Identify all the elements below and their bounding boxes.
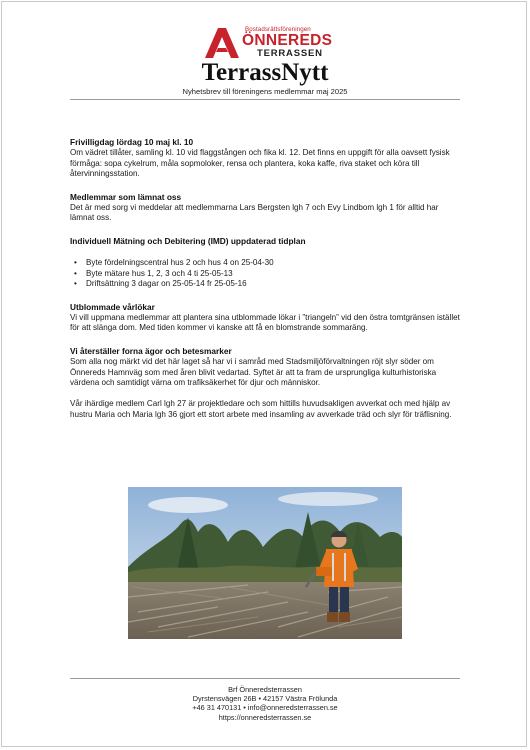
article-paragraph: Det är med sorg vi meddelar att medlemmarna Lars Bergsten lgh 7 och Evy Lindbom lgh 1 för alltid har lämnat oss.: [70, 202, 439, 223]
logo-name: ÖNNEREDS: [242, 32, 333, 49]
footer-org: Brf Önneredsterrassen: [228, 685, 302, 694]
article-heading: Individuell Mätning och Debitering (IMD) uppdaterad tidplan: [70, 235, 306, 246]
schedule-list: [70, 258, 462, 290]
article-paragraph: Som alla nog märkt vid det här laget så har vi i samråd med Stadsmiljöförvaltningen röjt slyr söder om Önnereds Hamnväg som med åren blivit vedartad. Syftet är att ta fram de ursprungliga kulturhistoriska värdena och samtidigt värna om trafiksäkerhet för djur och människor.: [70, 356, 437, 388]
roof-a-logo-icon: [205, 28, 239, 58]
article-pastures: [70, 346, 462, 420]
newsletter-title: TerrassNytt: [201, 59, 329, 86]
footer-divider: [70, 678, 460, 679]
article-paragraph: Vi vill uppmana medlemmar att plantera sina utblommade lökar i ”triangeln” vid den östra tomtgränsen istället för att slänga dom. Med tiden kommer vi kanske att få en blomstrande sommaräng.: [70, 312, 460, 333]
article-paragraph: Om vädret tillåter, samling kl. 10 vid flaggstången och fika kl. 12. Det finns en uppgift för alla oavsett fysisk förmåga: sopa cykelrum, måla sopmoloker, rensa och plantera, koka kaffe, riva staket och köra till återvinningsstation.: [70, 148, 450, 179]
footer-address: Dyrstensvägen 26B • 42157 Västra Frölunda: [192, 694, 338, 704]
clearing-work-photo: [128, 487, 402, 639]
article-heading: Utblommade vårlökar: [70, 301, 155, 312]
article-members-passed: [70, 192, 462, 224]
logo-subname: TERRASSEN: [257, 48, 323, 59]
newsletter-body: [70, 137, 462, 432]
footer: [0, 685, 530, 722]
article-spring-bulbs: [70, 302, 462, 334]
article-imd-schedule: [70, 236, 462, 290]
article-heading: Frivilligdag lördag 10 maj kl. 10: [70, 137, 194, 147]
article-paragraph: Vår ihärdige medlem Carl lgh 27 är projektledare och som hittills huvudsakligen avverkat och med hjälp av hustru Maria och Maria lgh 36 gjort ett stort arbete med insamling av avverkade träd och slyr för träflisning.: [70, 399, 452, 419]
list-item: • Byte mätare hus 1, 2, 3 och 4 ti 25-05-13: [86, 269, 462, 280]
article-volunteer-day: [70, 137, 462, 180]
list-item: • Byte fördelningscentral hus 2 och hus 4 on 25-04-30: [86, 258, 462, 269]
header-divider: [70, 99, 460, 100]
article-heading: Vi återställer forna ägor och betesmarker: [70, 345, 232, 356]
logo-association-label: Bostadsrättsföreningen: [245, 26, 311, 33]
list-item: • Driftsättning 3 dagar on 25-05-14 fr 25-05-16: [86, 279, 462, 290]
footer-website: https://onneredsterrassen.se: [218, 712, 312, 722]
footer-contact: +46 31 470131 • info@onneredsterrassen.se: [192, 703, 338, 713]
newsletter-tagline: Nyhetsbrev till föreningens medlemmar maj 2025: [182, 87, 348, 96]
article-heading: Medlemmar som lämnat oss: [70, 191, 182, 202]
